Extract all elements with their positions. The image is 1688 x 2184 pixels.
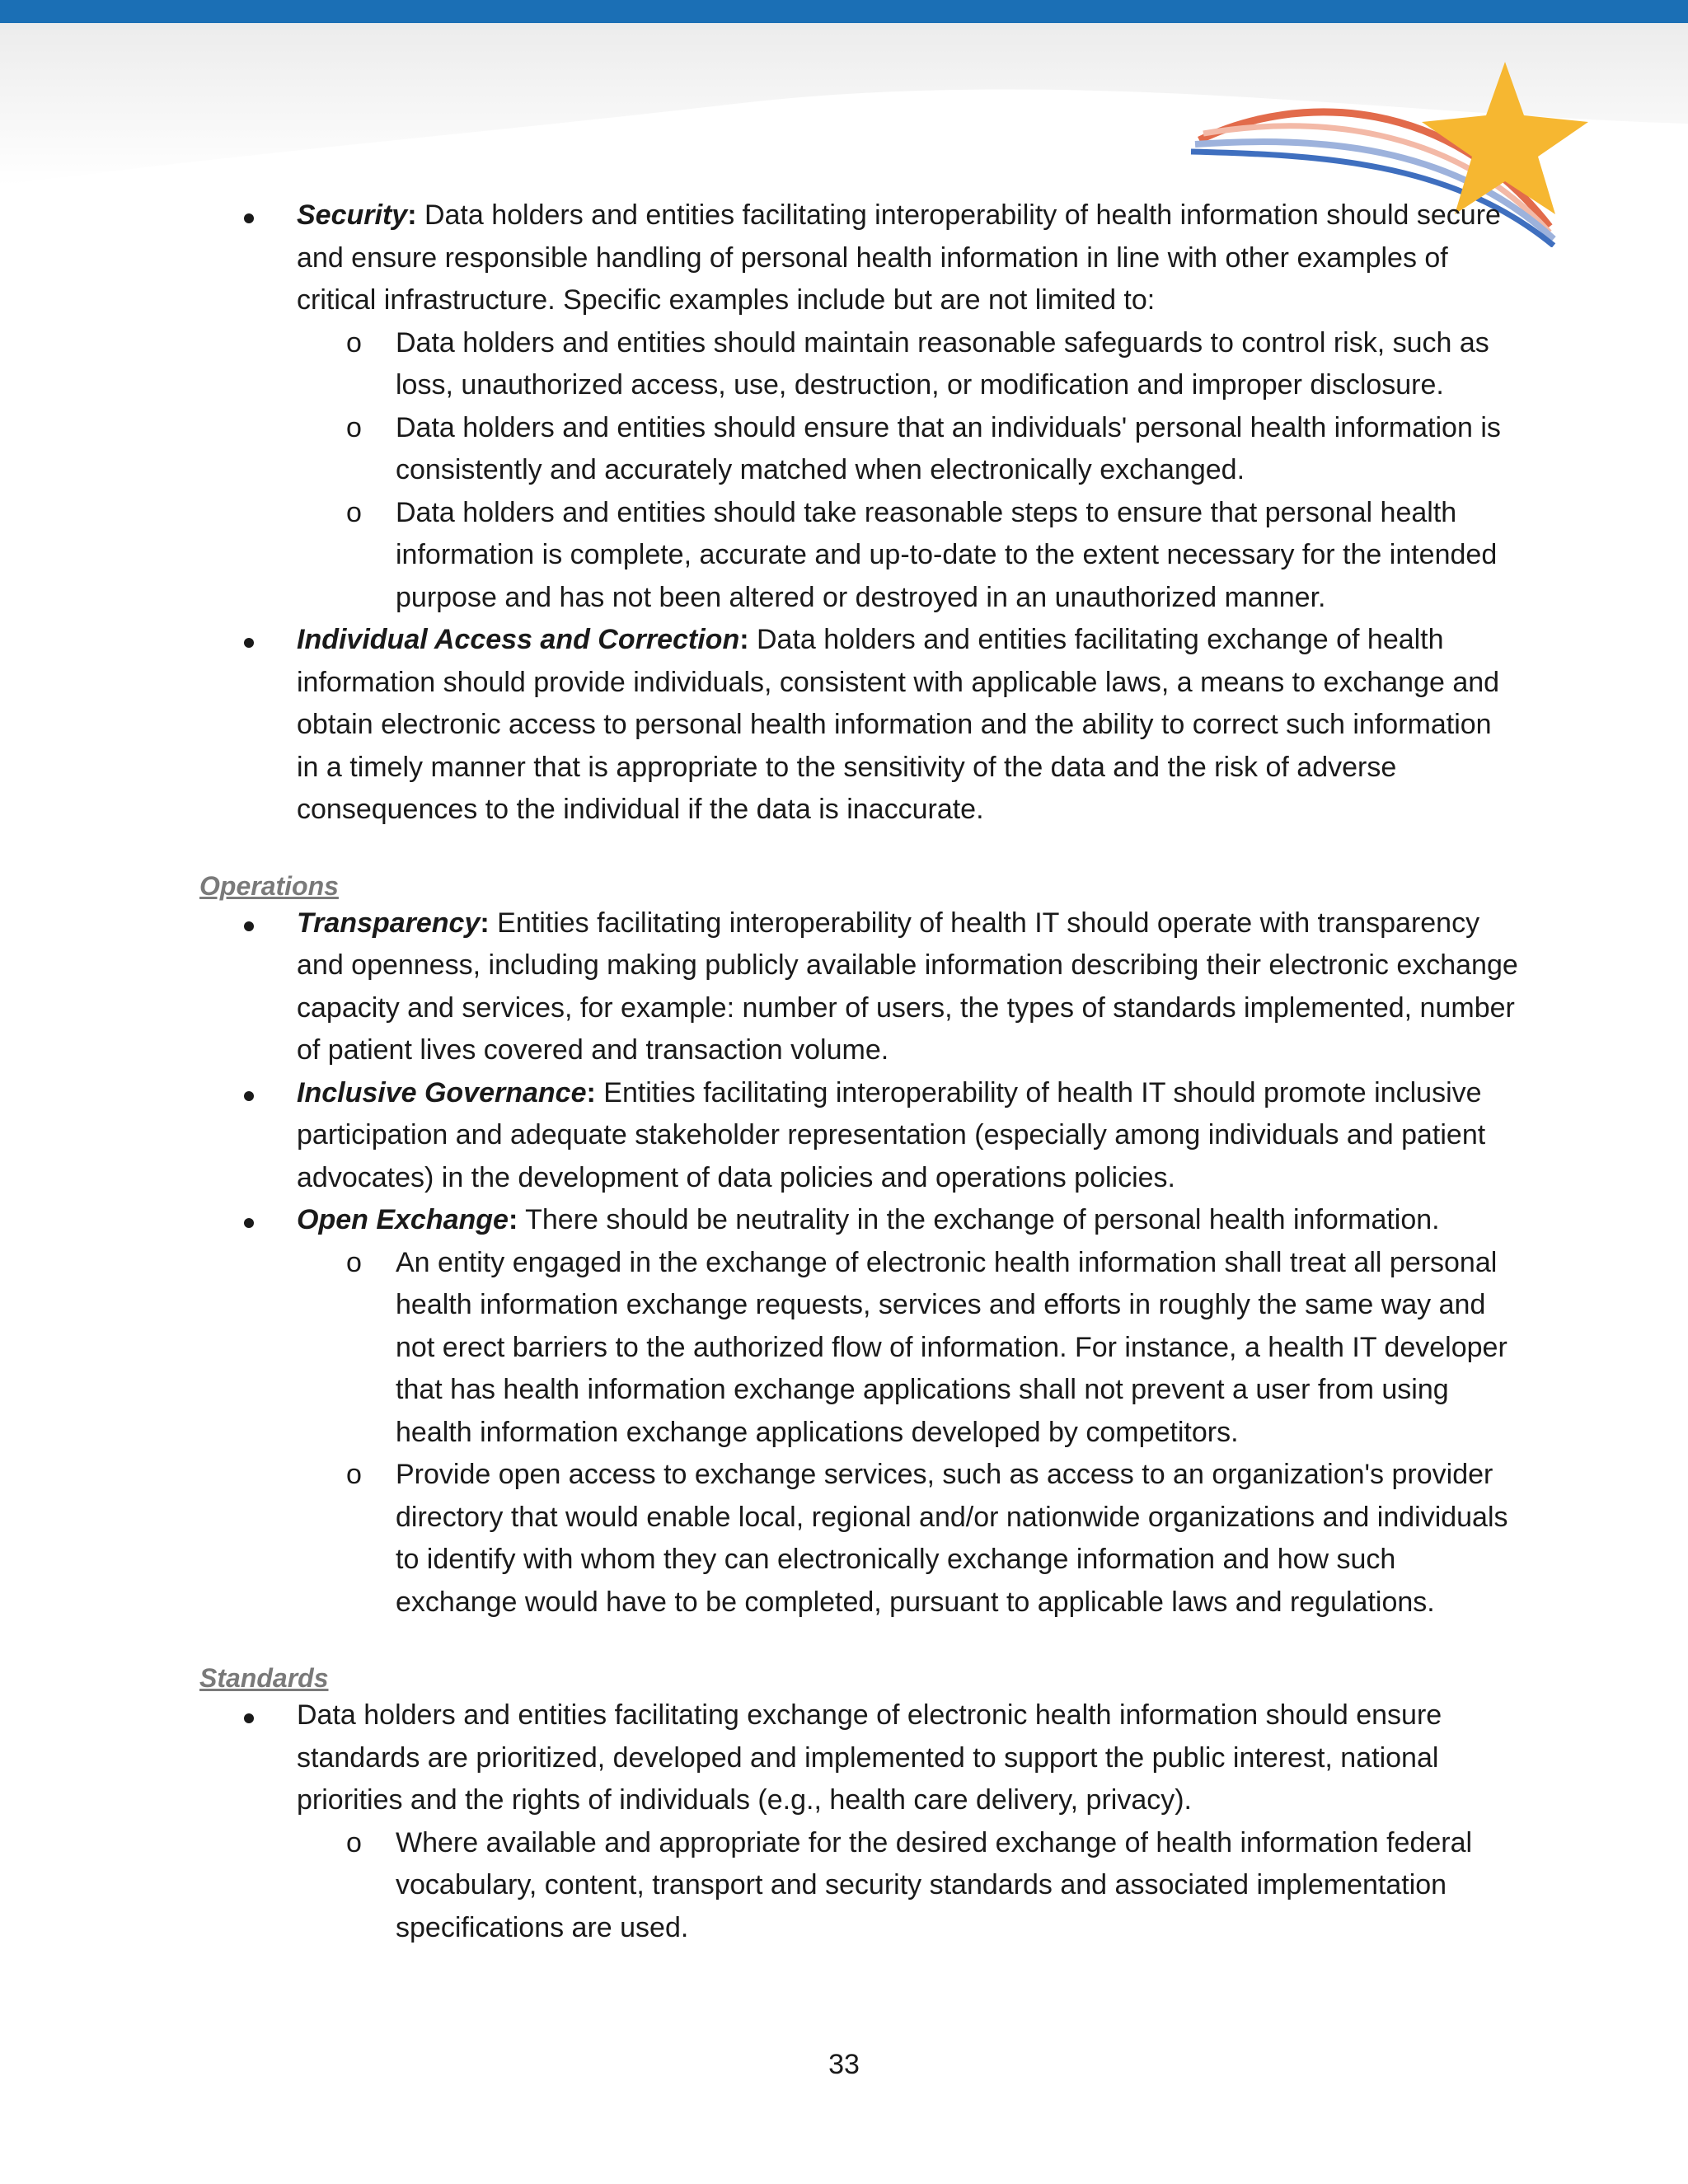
sub-item-text: Data holders and entities should ensure that an individuals' personal health information is consistently and accurately matched when electronically exchanged.	[396, 411, 1501, 485]
heading-standards: Standards	[199, 1663, 329, 1693]
bullet-icon	[244, 1713, 254, 1723]
bullet-text: Entities facilitating interoperability of health IT should promote inclusive participation and adequate stakeholder representation (especially among individuals and patient advocates) in the development of data policies and operations policies.	[297, 1076, 1486, 1193]
sub-item	[297, 407, 1518, 492]
sub-bullet-marker: o	[346, 1459, 362, 1490]
sub-item	[297, 1242, 1518, 1455]
term-transparency: Transparency	[297, 907, 481, 939]
sub-bullet-marker: o	[346, 1826, 362, 1858]
spacer	[199, 832, 1518, 869]
spacer	[199, 1624, 1518, 1661]
bullet-security	[199, 194, 1518, 619]
sub-item-text: Provide open access to exchange services, such as access to an organization's provider directory that would enable local, regional and/or nationwide organizations and individuals to identify with whom they can electronically exchange information and how such exchange would have to be completed, pursuant to applicable laws and regulations.	[396, 1459, 1508, 1618]
bullet-standards	[199, 1694, 1518, 1949]
sub-item-text: Data holders and entities should maintain reasonable safeguards to control risk, such as loss, unauthorized access, use, destruction, or modification and improper disclosure.	[396, 326, 1489, 401]
term-individual-access: Individual Access and Correction	[297, 624, 740, 655]
bullet-individual-access	[199, 619, 1518, 832]
term-colon: :	[407, 199, 417, 231]
bullet-icon	[244, 213, 254, 223]
bullet-text: Entities facilitating interoperability of health IT should operate with transparency and openness, including making publicly available information describing their electronic exchange capacity and services, for example: number of users, the types of standards implemented, number of patient lives covered and transaction volume.	[297, 907, 1518, 1066]
bullet-open-exchange	[199, 1199, 1518, 1624]
sub-item	[297, 1822, 1518, 1950]
heading-operations: Operations	[199, 870, 339, 901]
standards-list	[199, 1694, 1518, 1949]
sub-bullet-marker: o	[346, 326, 362, 359]
open-exchange-sublist	[297, 1242, 1518, 1624]
security-sublist	[297, 322, 1518, 620]
bullet-inclusive-governance	[199, 1072, 1518, 1200]
sub-item-text: Data holders and entities should take reasonable steps to ensure that personal health information is complete, accurate and up-to-date to the extent necessary for the intended purpose and has not been altered or destroyed in an unauthorized manner.	[396, 496, 1498, 613]
term-colon: :	[480, 907, 490, 939]
bullet-icon	[244, 921, 254, 931]
bullet-text: Data holders and entities facilitating exchange of electronic health information should ensure standards are prioritized, developed and implemented to support the public interest, national priorities and the rights of individuals (e.g., health care delivery, privacy).	[297, 1699, 1442, 1816]
term-security: Security	[297, 199, 408, 231]
bullet-text: Data holders and entities facilitating exchange of health information should provide individuals, consistent with applicable laws, a means to exchange and obtain electronic access to personal health information and the ability to correct such information in a timely manner that is appropriate to the sensitivity of the data and the risk of adverse consequences to the individual if the data is inaccurate.	[297, 624, 1500, 825]
sub-bullet-marker: o	[346, 1246, 362, 1278]
document-body	[199, 194, 1518, 1949]
sub-item	[297, 322, 1518, 407]
term-colon: :	[739, 624, 749, 655]
page-number: 33	[828, 2049, 860, 2080]
bullet-transparency	[199, 902, 1518, 1072]
term-open-exchange: Open Exchange	[297, 1204, 509, 1235]
bullet-icon	[244, 1218, 254, 1228]
sub-item-text: Where available and appropriate for the desired exchange of health information federal vocabulary, content, transport and security standards and associated implementation specifications are used.	[396, 1826, 1473, 1943]
grey-wave-shape	[0, 23, 1688, 185]
sub-item	[297, 492, 1518, 620]
term-colon: :	[508, 1204, 518, 1235]
sub-bullet-marker: o	[346, 496, 362, 528]
sub-item	[297, 1454, 1518, 1624]
bullet-text: Data holders and entities facilitating interoperability of health information should secure and ensure responsible handling of personal health information in line with other examples of critical infrastructure. Specific examples include but are not limited to:	[297, 199, 1501, 316]
bullet-icon	[244, 638, 254, 648]
sub-bullet-marker: o	[346, 411, 362, 443]
term-colon: :	[586, 1076, 596, 1108]
security-list	[199, 194, 1518, 832]
bullet-text: There should be neutrality in the exchange of personal health information.	[518, 1204, 1440, 1235]
standards-sublist	[297, 1822, 1518, 1950]
operations-list	[199, 902, 1518, 1624]
bullet-icon	[244, 1091, 254, 1101]
sub-item-text: An entity engaged in the exchange of electronic health information shall treat all personal health information exchange requests, services and efforts in roughly the same way and not erect barriers to the authorized flow of information. For instance, a health IT developer that has health information exchange applications shall not prevent a user from using health information exchange applications developed by competitors.	[396, 1246, 1507, 1448]
term-inclusive-governance: Inclusive Governance	[297, 1076, 587, 1108]
